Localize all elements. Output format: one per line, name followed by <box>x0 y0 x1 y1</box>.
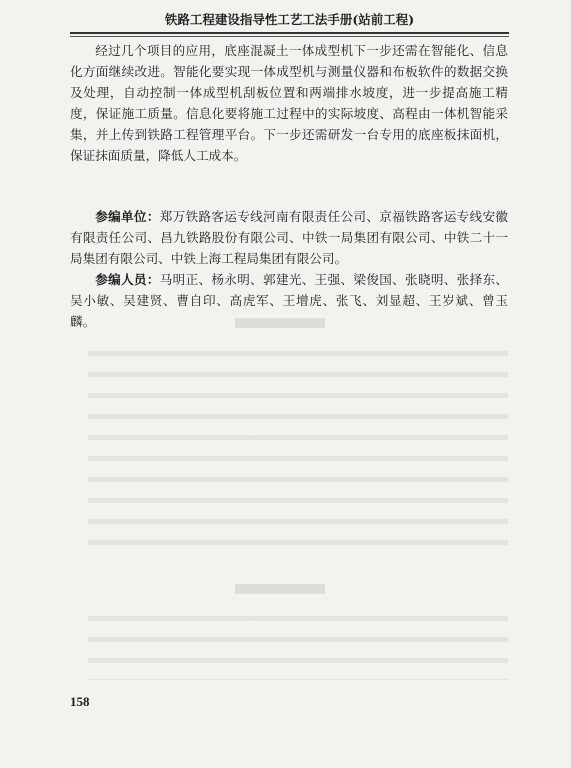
staff-label: 参编人员： <box>95 272 160 287</box>
participating-units <box>70 206 508 269</box>
page-number: 158 <box>70 694 90 709</box>
units-text: 郑万铁路客运专线河南有限责任公司、京福铁路客运专线安徽有限责任公司、昌九铁路股份有限公司、中铁一局集团有限公司、中铁二十一局集团有限公司、中铁上海工程局集团有限公司。 <box>70 209 509 266</box>
bleed-through-block <box>88 610 508 680</box>
staff-text: 马明正、杨永明、郭建光、王强、梁俊国、张晓明、张择东、吴小敏、吴建贤、曹自印、高虎军、王增虎、张飞、刘显超、王岁斌、曾玉麟。 <box>70 272 509 329</box>
paragraph: 经过几个项目的应用，底座混凝土一体成型机下一步还需在智能化、信息化方面继续改进。智能化要实现一体成型机与测量仪器和布板软件的数据交换及处理，自动控制一体成型机刮板位置和两端排水坡度，进一步提高施工精度，保证施工质量。信息化要将施工过程中的实际坡度、高程由一体机智能采集，并上传到铁路工程管理平台。下一步还需研发一台专用的底座板抹面机，保证抹面质量，降低人工成本。 <box>70 43 508 163</box>
running-header: 铁路工程建设指导性工艺工法手册(站前工程) <box>70 10 509 34</box>
bleed-through-heading <box>235 318 325 328</box>
page-content <box>70 40 508 332</box>
units-label: 参编单位： <box>95 209 160 224</box>
bleed-through-heading <box>235 584 325 594</box>
section-gap <box>70 166 508 206</box>
bleed-through-block <box>88 345 508 545</box>
